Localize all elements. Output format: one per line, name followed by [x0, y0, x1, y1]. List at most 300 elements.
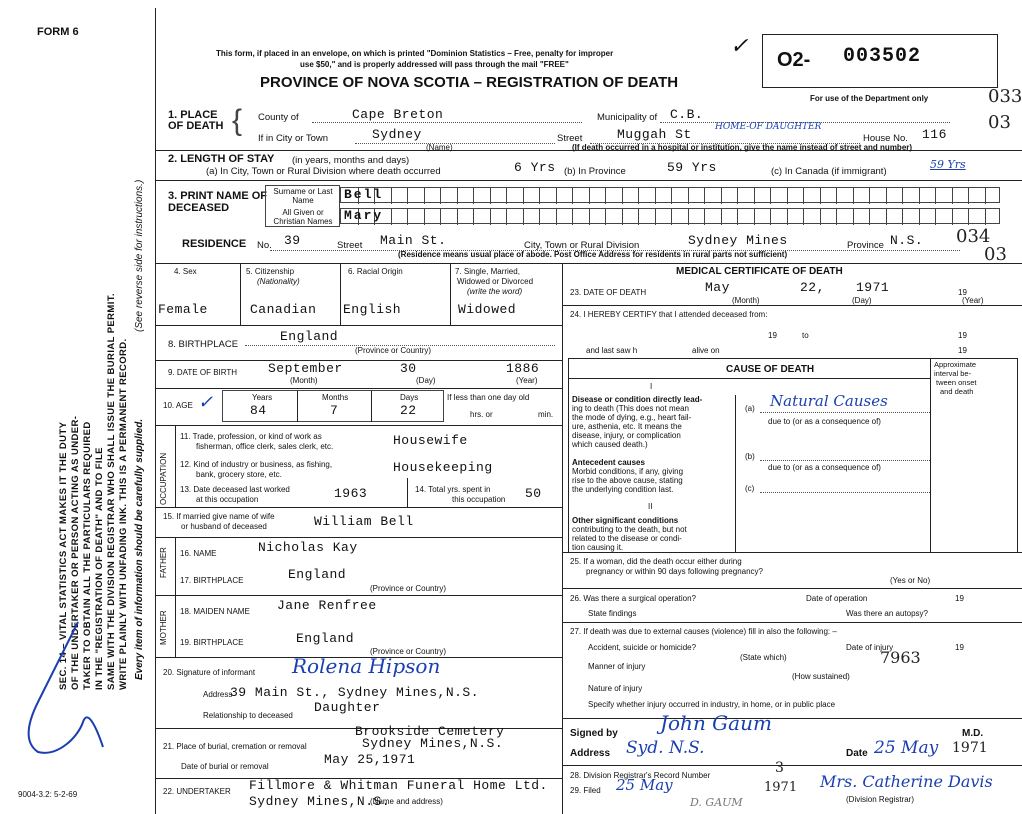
dod-day[interactable]: 22, — [800, 280, 825, 295]
interval-3: tween onset — [936, 378, 977, 387]
registrar-caption: (Division Registrar) — [846, 795, 915, 804]
trade-label-1: 11. Trade, profession, or kind of work as — [180, 432, 322, 441]
father-name-label: 16. NAME — [180, 549, 217, 558]
reverse-note: (See reverse side for instructions.) — [134, 179, 145, 332]
medical-heading: MEDICAL CERTIFICATE OF DEATH — [676, 266, 843, 277]
dod-month-caption: (Month) — [732, 296, 760, 305]
surname-label: Surname or Last Name — [273, 187, 333, 205]
house-label: House No. — [863, 133, 908, 144]
mother-birthplace[interactable]: England — [296, 631, 355, 646]
autopsy-label: Was there an autopsy? — [846, 609, 928, 618]
dob-month-caption: (Month) — [290, 376, 318, 385]
months-value[interactable]: 7 — [330, 403, 339, 418]
residence-no-label: No. — [257, 240, 272, 251]
place-section-label: 1. PLACE OF DEATH — [168, 109, 224, 132]
attend-to: to — [802, 331, 809, 340]
residence-street-label: Street — [337, 240, 363, 251]
rule-10 — [155, 595, 562, 596]
accident-label: Accident, suicide or homicide? — [588, 643, 697, 652]
dob-day[interactable]: 30 — [400, 361, 417, 376]
occ-tab — [175, 425, 176, 507]
letter-cell — [770, 209, 771, 225]
rule-m3 — [562, 588, 1022, 589]
birthplace-value[interactable]: England — [280, 329, 339, 344]
municipality-value[interactable]: C.B. — [670, 107, 704, 122]
letter-cell — [886, 188, 887, 204]
left-margin-rule — [155, 8, 156, 814]
last-saw-label: and last saw h — [586, 346, 638, 355]
stay-a-label: (a) In City, Town or Rural Division where death occurred — [206, 166, 441, 177]
marital-value[interactable]: Widowed — [458, 302, 517, 317]
residence-note: (Residence means usual place of abode. Post Office Address for residents in rural parts not sufficient) — [398, 250, 788, 259]
mother-tab — [175, 595, 176, 657]
letter-cell — [407, 188, 408, 204]
letter-cell — [985, 209, 986, 225]
letter-cell — [968, 188, 969, 204]
stay-b-value[interactable]: 59 Yrs — [667, 160, 717, 175]
rule-8 — [155, 507, 562, 508]
street-note: HOME-OF DAUGHTER — [715, 122, 822, 132]
dept-use: For use of the Department only — [810, 94, 929, 103]
marital-label-1: 7. Single, Married, — [455, 267, 520, 276]
cert-date[interactable]: 25 May — [874, 738, 939, 758]
letter-cell — [622, 188, 623, 204]
stay-c-label: (c) In Canada (if immigrant) — [771, 166, 887, 177]
letter-cell — [704, 188, 705, 204]
letter-cell — [754, 209, 755, 225]
alive-label: alive on — [692, 346, 720, 355]
dept-code-4: 03 — [984, 244, 1007, 265]
letter-cell — [820, 188, 821, 204]
marital-label-3: (write the word) — [467, 287, 523, 296]
letter-cell — [754, 188, 755, 204]
dept-code-1: 033 — [988, 86, 1022, 107]
rule-m1 — [562, 305, 1022, 306]
occ-split — [407, 478, 408, 507]
letter-cell — [556, 209, 557, 225]
mother-side-label: MOTHER — [159, 610, 168, 645]
last-worked-value[interactable]: 1963 — [334, 486, 368, 501]
undertaker-address[interactable]: Sydney Mines,N.S. — [249, 794, 391, 809]
house-value[interactable]: 116 — [922, 127, 947, 142]
disease-6: which caused death.) — [572, 440, 648, 449]
last-worked-label-2: at this occupation — [196, 495, 259, 504]
total-years-label-2: this occupation — [452, 495, 506, 504]
street-value[interactable]: Muggah St — [617, 127, 692, 142]
given-value[interactable]: Mary — [344, 208, 384, 223]
stay-section-label: 2. LENGTH OF STAY — [168, 153, 275, 165]
findings-label: State findings — [588, 609, 637, 618]
letter-cell — [638, 188, 639, 204]
lt1-label: If less than one day old — [447, 393, 530, 402]
letter-cell — [803, 188, 804, 204]
letter-cell — [737, 188, 738, 204]
city-label: If in City or Town — [258, 133, 329, 144]
stay-c-value[interactable]: 59 Yrs — [930, 158, 966, 171]
cert-date-label: Date — [846, 748, 868, 759]
letter-cell — [506, 209, 507, 225]
other-3: related to the disease or condi- — [572, 534, 682, 543]
mother-maiden-label: 18. MAIDEN NAME — [180, 607, 250, 616]
letter-cell — [424, 188, 425, 204]
dob-day-caption: (Day) — [416, 376, 436, 385]
how-sustained: (How sustained) — [792, 672, 850, 681]
age-label: 10. AGE — [163, 401, 193, 410]
age-col-1 — [297, 391, 298, 422]
disease-5: disease, injury, or complication — [572, 431, 681, 440]
letter-cell — [424, 209, 425, 225]
father-caption: (Province or Country) — [370, 584, 447, 593]
county-label: County of — [258, 112, 299, 123]
dob-year[interactable]: 1886 — [506, 361, 540, 376]
sec-note-5: SAME WITH THE DIVISION REGISTRAR WHO SHALL ISSUE THE BURIAL PERMIT. — [106, 293, 117, 690]
total-years-label-1: 14. Total yrs. spent in — [415, 485, 491, 494]
specify-label: Specify whether injury occurred in industry, in home, or in public place — [588, 700, 836, 709]
other-1: Other significant conditions — [572, 516, 679, 525]
letter-cell — [787, 188, 788, 204]
burial-place-1[interactable]: Brookside Cemetery — [355, 724, 505, 739]
letter-cell — [737, 209, 738, 225]
city-line — [355, 143, 555, 144]
stay-note: (in years, months and days) — [292, 155, 410, 166]
md-label: M.D. — [962, 728, 984, 739]
disease-3: the mode of dying, e.g., heart fail- — [572, 413, 692, 422]
mother-birthplace-label: 19. BIRTHPLACE — [180, 638, 244, 647]
surgery-label: 26. Was there a surgical operation? — [570, 594, 696, 603]
letter-cell — [523, 209, 524, 225]
interval-4: and death — [940, 387, 974, 396]
antecedent-1: Antecedent causes — [572, 458, 645, 467]
letter-cell — [572, 188, 573, 204]
other-4: tion causing it. — [572, 543, 624, 552]
interval-1: Approximate — [934, 360, 977, 369]
dod-label: 23. DATE OF DEATH — [570, 288, 647, 297]
letter-cell — [440, 188, 441, 204]
dept-code-2: 03 — [988, 112, 1011, 133]
age-check-mark: ✓ — [198, 392, 214, 413]
cause-label-column — [735, 395, 736, 552]
residence-street[interactable]: Main St. — [380, 233, 447, 248]
col-4 — [240, 263, 241, 325]
letter-cell — [968, 209, 969, 225]
page-title: PROVINCE OF NOVA SCOTIA – REGISTRATION OF DEATH — [260, 74, 679, 91]
father-side-label: FATHER — [159, 547, 168, 578]
father-tab — [175, 537, 176, 595]
rule-m4 — [562, 622, 1022, 623]
industry-label-1: 12. Kind of industry or business, as fishing, — [180, 460, 333, 469]
informant-relationship[interactable]: Daughter — [314, 700, 381, 715]
brace-icon: { — [232, 104, 243, 137]
name-caption: (Name) — [426, 143, 453, 152]
physician-signature[interactable]: John Gaum — [660, 711, 772, 735]
cause-a-line — [760, 412, 930, 413]
letter-cell — [490, 209, 491, 225]
dod-month[interactable]: May — [705, 280, 730, 295]
manner-label: Manner of injury — [588, 662, 646, 671]
letter-cell — [985, 188, 986, 204]
letter-cell — [622, 209, 623, 225]
envelope-note-1: This form, if placed in an envelope, on which is printed "Dominion Statistics – Free, penalty for improper — [216, 49, 614, 58]
letter-cell — [391, 188, 392, 204]
undertaker-label: 22. UNDERTAKER — [163, 787, 231, 796]
birthplace-label: 8. BIRTHPLACE — [168, 339, 239, 350]
informant-sig-label: 20. Signature of informant — [163, 668, 256, 677]
surname-value[interactable]: Bell — [344, 187, 384, 202]
letter-cell — [506, 188, 507, 204]
dod-year-caption: (Year) — [962, 296, 984, 305]
industry-label-2: bank, grocery store, etc. — [196, 470, 282, 479]
undertaker-name[interactable]: Fillmore & Whitman Funeral Home Ltd. — [249, 778, 548, 793]
citizenship-sub: (Nationality) — [257, 277, 300, 286]
informant-address-label: Address — [203, 690, 233, 699]
sec-note-4: IN THE "REGISTRATION OF DEATH" AND TO FILE — [94, 447, 105, 690]
interval-2: interval be- — [934, 369, 972, 378]
dob-year-caption: (Year) — [516, 376, 538, 385]
due-to-1: due to (or as a consequence of) — [768, 417, 881, 426]
letter-cell — [391, 209, 392, 225]
informant-signature[interactable]: Rolena Hipson — [292, 654, 441, 678]
father-birthplace-label: 17. BIRTHPLACE — [180, 576, 244, 585]
institution-note: (If death occurred in a hospital or institution, give the name instead of street and number) — [572, 143, 913, 152]
letter-cell — [523, 188, 524, 204]
registrar-stamp: D. GAUM — [690, 796, 743, 809]
letter-cell — [787, 209, 788, 225]
other-2: contributing to the death, but not — [572, 525, 687, 534]
registrar-signature[interactable]: Mrs. Catherine Davis — [820, 772, 993, 791]
op-date-label: Date of operation — [806, 594, 868, 603]
sec-note-3: TAKER TO OBTAIN ALL THE PARTICULARS REQUIRED — [82, 421, 93, 690]
letter-cell — [473, 209, 474, 225]
cause-heading-rule — [568, 378, 930, 379]
letter-cell — [853, 188, 854, 204]
physician-address-label: Address — [570, 748, 611, 759]
letter-cell — [952, 209, 953, 225]
filed-year[interactable]: 1971 — [764, 780, 798, 795]
rule-9 — [155, 537, 562, 538]
injury-date-value[interactable]: 7963 — [880, 648, 921, 667]
record-label: 28. Division Registrar's Record Number — [570, 771, 711, 780]
letter-cell — [935, 209, 936, 225]
preg-2: pregnancy or within 90 days following pregnancy? — [586, 567, 763, 576]
letter-cell — [655, 209, 656, 225]
letter-cell — [836, 209, 837, 225]
filed-label: 29. Filed — [570, 786, 601, 795]
cause-a-value[interactable]: Natural Causes — [770, 392, 888, 410]
burial-place-2[interactable]: Sydney Mines,N.S. — [362, 736, 504, 751]
sec-note-6: WRITE PLAINLY WITH UNFADING INK. THIS IS A PERMANENT RECORD. — [118, 338, 129, 690]
rule-m5 — [562, 718, 1022, 719]
letter-cell — [638, 209, 639, 225]
signed-label: Signed by — [570, 728, 618, 739]
dept-code-3: 034 — [956, 226, 991, 247]
spouse-label-1: 15. If married give name of wife — [163, 512, 275, 521]
letter-cell — [655, 188, 656, 204]
burial-place-label: 21. Place of burial, cremation or removal — [163, 742, 307, 751]
citizenship-label: 5. Citizenship — [246, 267, 295, 276]
municipality-label: Municipality of — [597, 112, 658, 123]
letter-cell — [539, 209, 540, 225]
letter-cell — [671, 209, 672, 225]
letter-cell — [902, 188, 903, 204]
preg-caption: (Yes or No) — [890, 576, 931, 585]
trade-label-2: fisherman, office clerk, sales clerk, etc. — [196, 442, 334, 451]
col-6 — [450, 263, 451, 325]
sex-value[interactable]: Female — [158, 302, 208, 317]
col-5 — [340, 263, 341, 325]
residence-no[interactable]: 39 — [284, 233, 301, 248]
age-col-2 — [371, 391, 372, 422]
cause-b-label: (b) — [745, 452, 755, 461]
rule-5 — [155, 360, 562, 361]
nature-label: Nature of injury — [588, 684, 643, 693]
days-label: Days — [400, 393, 419, 402]
days-value[interactable]: 22 — [400, 403, 417, 418]
racial-label: 6. Racial Origin — [348, 267, 403, 276]
citizenship-value[interactable]: Canadian — [250, 302, 317, 317]
residence-city-label: City, Town or Rural Division — [524, 240, 640, 251]
city-value[interactable]: Sydney — [372, 127, 422, 142]
sec-note-1: SEC. 14 – VITAL STATISTICS ACT MAKES IT THE DUTY — [58, 421, 69, 690]
given-label: All Given or Christian Names — [273, 208, 333, 226]
dod-day-caption: (Day) — [852, 296, 872, 305]
undertaker-caption: (Name and address) — [370, 797, 443, 806]
letter-cell — [869, 209, 870, 225]
filed-value[interactable]: 25 May — [616, 776, 673, 794]
mother-maiden[interactable]: Jane Renfree — [277, 598, 377, 613]
spouse-label-2: or husband of deceased — [181, 522, 267, 531]
letter-cell — [704, 209, 705, 225]
rule-7 — [155, 425, 562, 426]
racial-value[interactable]: English — [343, 302, 402, 317]
marital-label-2: Widowed or Divorced — [457, 277, 534, 286]
dob-label: 9. DATE OF BIRTH — [168, 368, 238, 377]
reg-prefix: O2- — [777, 49, 811, 71]
letter-cell — [721, 209, 722, 225]
letter-cell — [605, 188, 606, 204]
letter-cell — [457, 188, 458, 204]
total-years-value[interactable]: 50 — [525, 486, 542, 501]
sex-label: 4. Sex — [174, 267, 197, 276]
every-item-note: Every item of information should be carefully supplied. — [134, 418, 145, 680]
due-to-2: due to (or as a consequence of) — [768, 463, 881, 472]
preg-1: 25. If a woman, did the death occur either during — [570, 557, 742, 566]
letter-cell — [869, 188, 870, 204]
letter-cell — [572, 209, 573, 225]
external-label: 27. If death was due to external causes (violence) fill in also the following: – — [570, 627, 837, 636]
disease-2: ing to death (This does not mean — [572, 404, 689, 413]
letter-cell — [935, 188, 936, 204]
years-value[interactable]: 84 — [250, 403, 267, 418]
injury-year: 19 — [955, 643, 964, 652]
certify-label: 24. I HEREBY CERTIFY that I attended deceased from: — [570, 310, 768, 319]
informant-address[interactable]: 39 Main St., Sydney Mines,N.S. — [230, 685, 480, 700]
letter-cell — [853, 209, 854, 225]
envelope-note-2: use $50," and is properly addressed will pass through the mail "FREE" — [300, 60, 569, 69]
interval-column — [930, 358, 931, 553]
birthplace-caption: (Province or Country) — [355, 346, 432, 355]
letter-cell — [440, 209, 441, 225]
county-value[interactable]: Cape Breton — [352, 107, 444, 122]
industry-value[interactable]: Housekeeping — [393, 460, 493, 475]
months-label: Months — [322, 393, 349, 402]
letter-cell — [836, 188, 837, 204]
center-divider — [562, 263, 563, 814]
letter-cell — [770, 188, 771, 204]
father-name[interactable]: Nicholas Kay — [258, 540, 358, 555]
trade-value[interactable]: Housewife — [393, 433, 468, 448]
letter-cell — [688, 209, 689, 225]
dod-year[interactable]: 1971 — [856, 280, 890, 295]
residence-city[interactable]: Sydney Mines — [688, 233, 788, 248]
antecedent-4: the underlying condition last. — [572, 485, 674, 494]
reg-number: 003502 — [843, 45, 922, 68]
cert-date-year[interactable]: 1971 — [952, 740, 988, 756]
injury-date-label: Date of injury — [846, 643, 894, 652]
physician-address[interactable]: Syd. N.S. — [626, 738, 705, 758]
residence-province[interactable]: N.S. — [890, 233, 924, 248]
letter-cell — [605, 209, 606, 225]
occupation-side-label: OCCUPATION — [159, 452, 168, 505]
letter-cell — [902, 209, 903, 225]
spouse-value[interactable]: William Bell — [314, 514, 414, 529]
cause-b-line — [760, 460, 930, 461]
record-number[interactable]: 3 — [775, 760, 784, 776]
side-pen-mark — [8, 612, 108, 762]
attend-year-1: 19 — [768, 331, 777, 340]
rule-4 — [155, 325, 562, 326]
letter-cell — [589, 188, 590, 204]
letter-cell — [688, 188, 689, 204]
state-which: (State which) — [740, 653, 787, 662]
disease-4: ure, asthenia, etc. It means the — [572, 422, 682, 431]
burial-date[interactable]: May 25,1971 — [324, 752, 416, 767]
letter-cell — [721, 188, 722, 204]
street-label: Street — [557, 133, 583, 144]
name-label-box — [265, 185, 340, 227]
letter-cell — [919, 188, 920, 204]
father-birthplace[interactable]: England — [288, 567, 347, 582]
cause-a-label: (a) — [745, 404, 755, 413]
letter-cell — [473, 188, 474, 204]
years-label: Years — [252, 393, 273, 402]
informant-rel-label: Relationship to deceased — [203, 711, 293, 720]
rule-3 — [155, 263, 1022, 264]
letter-cell — [539, 188, 540, 204]
last-worked-label-1: 13. Date deceased last worked — [180, 485, 290, 494]
letter-cell — [803, 209, 804, 225]
letter-cell — [490, 188, 491, 204]
stay-b-label: (b) In Province — [564, 166, 626, 177]
roman-1: I — [650, 382, 653, 391]
letter-cell — [820, 209, 821, 225]
stay-a-value[interactable]: 6 Yrs — [514, 160, 556, 175]
given-box-grid — [340, 208, 1000, 224]
dod-year-prefix: 19 — [958, 288, 967, 297]
check-mark: ✓ — [730, 34, 749, 59]
form-label: FORM 6 — [37, 26, 79, 38]
dob-month[interactable]: September — [268, 361, 343, 376]
letter-cell — [952, 188, 953, 204]
footer-code: 9004-3.2: 5-2-69 — [18, 790, 78, 799]
alive-year: 19 — [958, 346, 967, 355]
attend-year-2: 19 — [958, 331, 967, 340]
antecedent-2: Morbid conditions, if any, giving — [572, 467, 684, 476]
rule-2 — [155, 180, 1022, 181]
letter-cell — [457, 209, 458, 225]
letter-cell — [589, 209, 590, 225]
burial-date-label: Date of burial or removal — [181, 762, 269, 771]
residence-province-label: Province — [847, 240, 884, 251]
